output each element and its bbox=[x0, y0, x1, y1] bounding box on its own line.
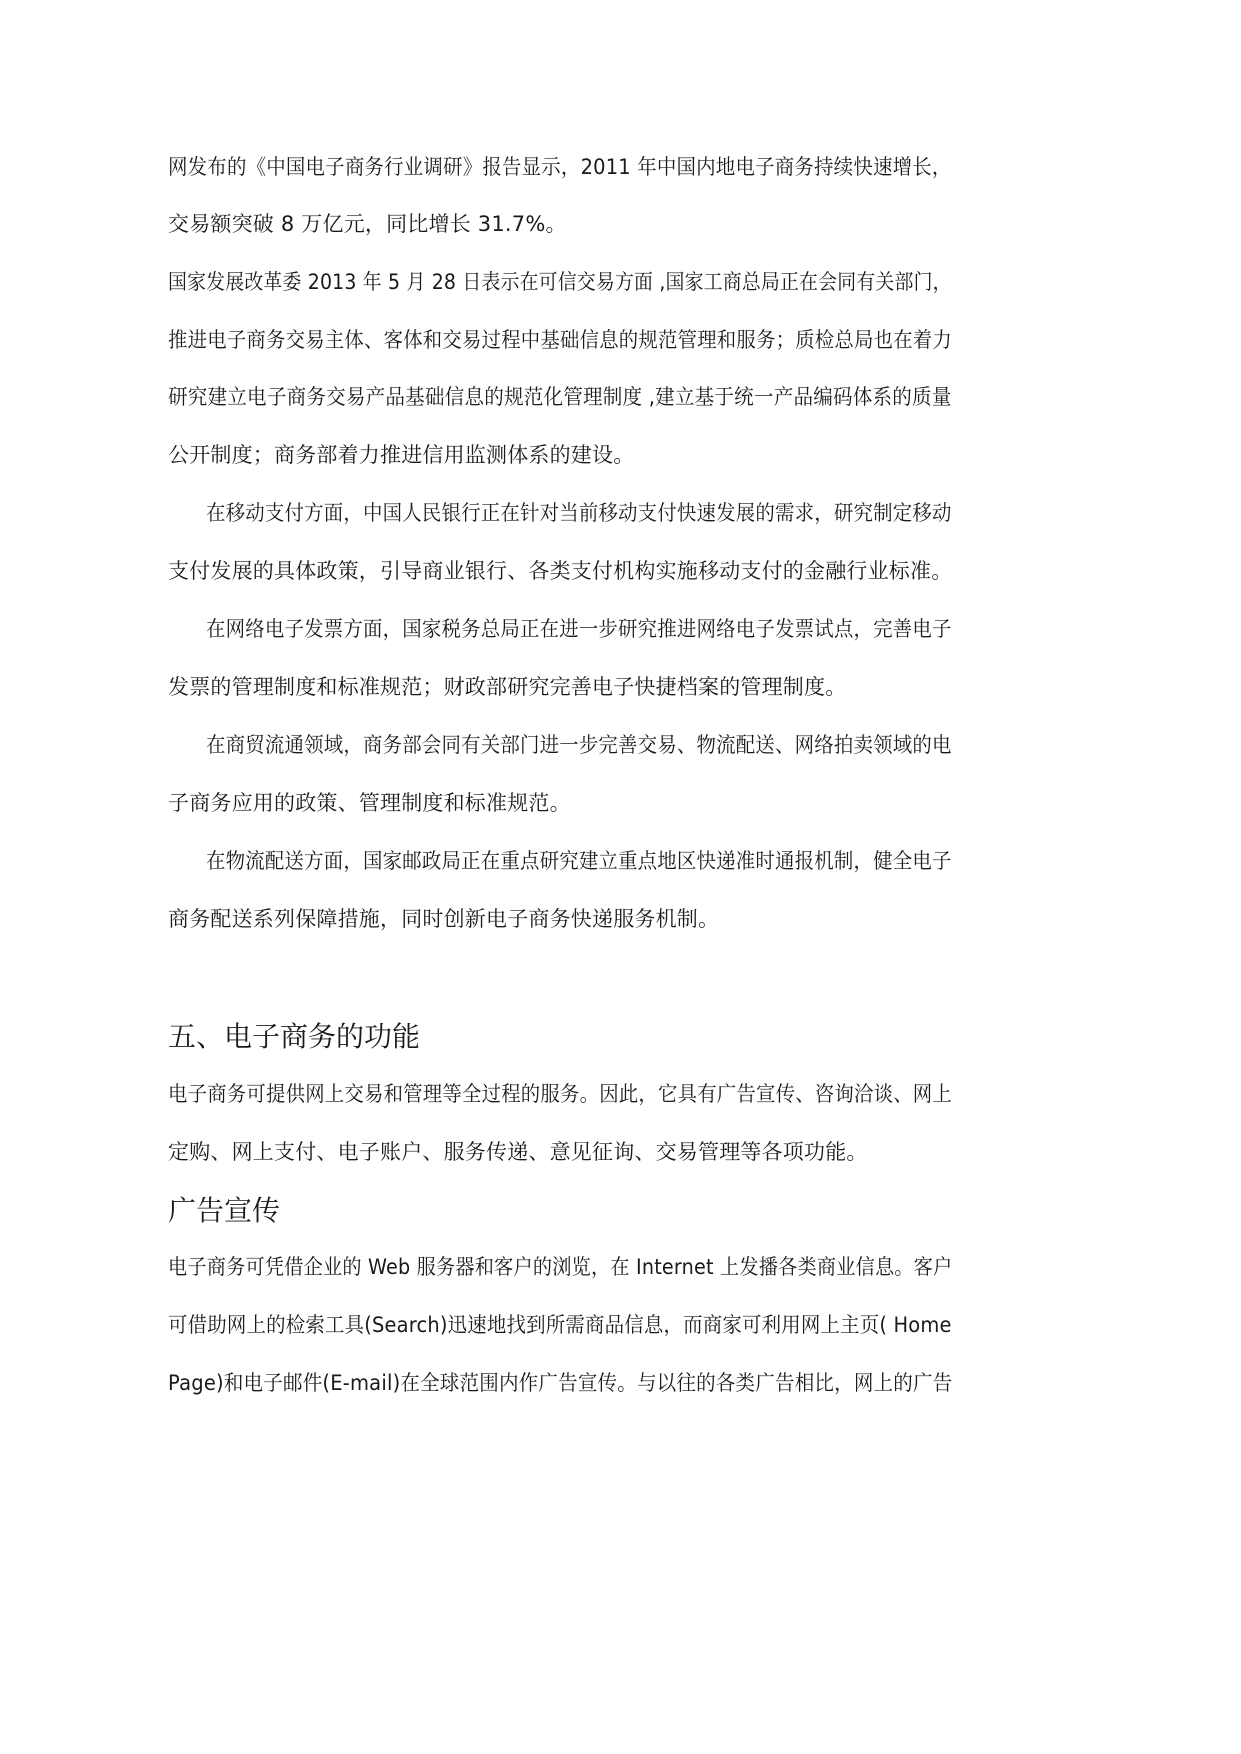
paragraph-line: 商务配送系列保障措施，同时创新电子商务快递服务机制。 bbox=[168, 907, 720, 931]
paragraph-line: 在物流配送方面，国家邮政局正在重点研究建立重点地区快递准时通报机制，健全电子 bbox=[206, 849, 952, 873]
paragraph-line: 国家发展改革委 2013 年 5 月 28 日表示在可信交易方面 ,国家工商总局正在会同有关部门， bbox=[168, 270, 952, 294]
paragraph-line: 公开制度；商务部着力推进信用监测体系的建设。 bbox=[168, 443, 635, 467]
paragraph-line: 交易额突破 8 万亿元，同比增长 31.7%。 bbox=[168, 212, 567, 236]
paragraph-line: 电子商务可凭借企业的 Web 服务器和客户的浏览，在 Internet 上发播各类商业信息。客户 bbox=[168, 1255, 953, 1279]
paragraph-line: 网发布的《中国电子商务行业调研》报告显示，2011 年中国内地电子商务持续快速增长， bbox=[168, 155, 952, 179]
paragraph-line: 可借助网上的检索工具(Search)迅速地找到所需商品信息，而商家可利用网上主页( Home bbox=[168, 1313, 952, 1337]
paragraph-line: 在商贸流通领域，商务部会同有关部门进一步完善交易、物流配送、网络拍卖领域的电 bbox=[206, 733, 952, 757]
paragraph-line: 研究建立电子商务交易产品基础信息的规范化管理制度 ,建立基于统一产品编码体系的质量 bbox=[168, 385, 952, 409]
paragraph-line: 在移动支付方面，中国人民银行正在针对当前移动支付快速发展的需求，研究制定移动 bbox=[206, 501, 952, 525]
paragraph-line: 推进电子商务交易主体、客体和交易过程中基础信息的规范管理和服务；质检总局也在着力 bbox=[168, 328, 952, 352]
paragraph-line: Page)和电子邮件(E-mail)在全球范围内作广告宣传。与以往的各类广告相比，网上的广告 bbox=[168, 1371, 953, 1395]
paragraph-line: 定购、网上支付、电子账户、服务传递、意见征询、交易管理等各项功能。 bbox=[168, 1140, 868, 1164]
section-heading: 五、电子商务的功能 bbox=[168, 1020, 421, 1053]
paragraph-line: 在网络电子发票方面，国家税务总局正在进一步研究推进网络电子发票试点，完善电子 bbox=[206, 617, 952, 641]
paragraph-line: 支付发展的具体政策，引导商业银行、各类支付机构实施移动支付的金融行业标准。 bbox=[168, 559, 953, 583]
subsection-heading: 广告宣传 bbox=[168, 1194, 281, 1227]
paragraph-line: 发票的管理制度和标准规范；财政部研究完善电子快捷档案的管理制度。 bbox=[168, 675, 847, 699]
paragraph-line: 子商务应用的政策、管理制度和标准规范。 bbox=[168, 791, 571, 815]
paragraph-line: 电子商务可提供网上交易和管理等全过程的服务。因此，它具有广告宣传、咨询洽谈、网上 bbox=[168, 1082, 952, 1106]
